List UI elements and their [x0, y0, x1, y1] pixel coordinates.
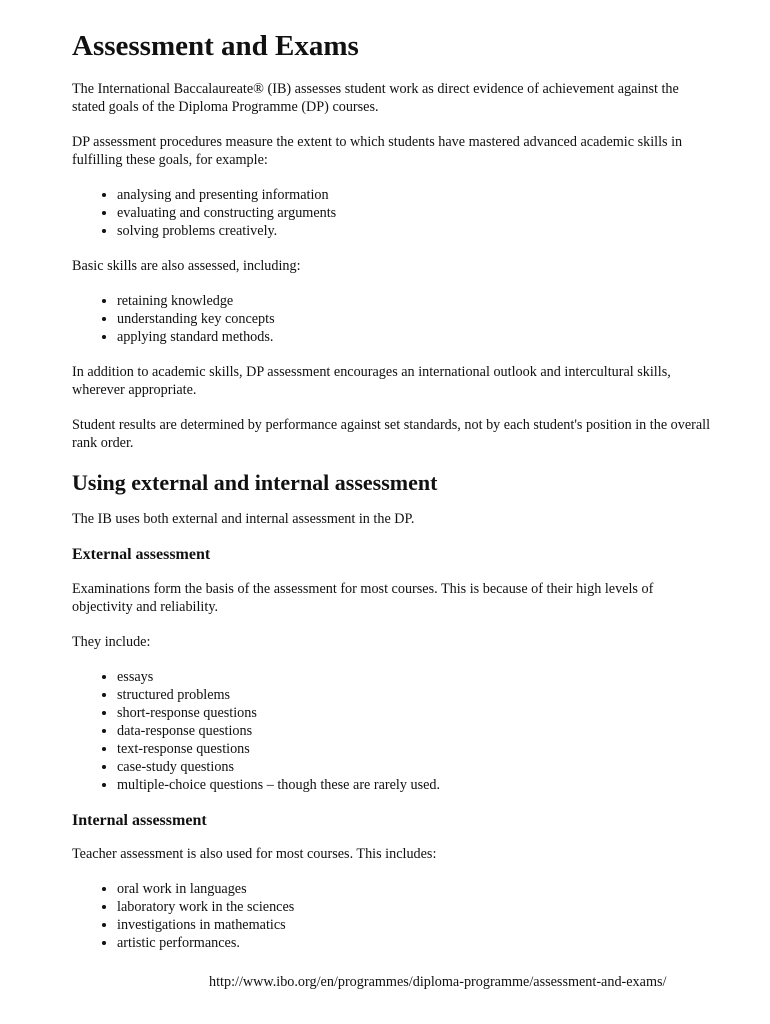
internal-paragraph-1: Teacher assessment is also used for most courses. This includes:: [72, 846, 437, 863]
internal-assessment-list: [72, 880, 712, 952]
list-item: • applying standard methods.: [117, 328, 712, 346]
list-item: • text-response questions: [117, 740, 712, 758]
page-title: Assessment and Exams: [72, 30, 359, 62]
list-item: • evaluating and constructing arguments: [117, 204, 712, 222]
intro-paragraph-4: In addition to academic skills, DP assessment encourages an international outlook and intercultural skills, wherever appropriate.: [72, 364, 671, 399]
external-paragraph-2: They include:: [72, 633, 151, 650]
list-item: • essays: [117, 668, 712, 686]
list-item: • understanding key concepts: [117, 310, 712, 328]
list-item: • analysing and presenting information: [117, 186, 712, 204]
intro-paragraph-1: The International Baccalaureate® (IB) assesses student work as direct evidence of achievement against the stated goals of the Diploma Programme (DP) courses.: [72, 81, 679, 116]
basic-skills-list: [72, 292, 712, 346]
external-paragraph-1: Examinations form the basis of the assessment for most courses. This is because of their high levels of objectivity and reliability.: [72, 580, 654, 615]
list-item: • case-study questions: [117, 758, 712, 776]
section-heading: Using external and internal assessment: [72, 470, 438, 496]
list-item: • solving problems creatively.: [117, 222, 712, 240]
intro-paragraph-2: DP assessment procedures measure the extent to which students have mastered advanced academic skills in fulfilling these goals, for example:: [72, 134, 683, 169]
document-page: [72, 28, 712, 952]
advanced-skills-list: [72, 186, 712, 240]
intro-paragraph-5: Student results are determined by performance against set standards, not by each student's position in the overall rank order.: [72, 417, 711, 452]
list-item: • artistic performances.: [117, 934, 712, 952]
list-item: • retaining knowledge: [117, 292, 712, 310]
internal-assessment-heading: Internal assessment: [72, 811, 207, 829]
list-item: • data-response questions: [117, 722, 712, 740]
list-item: • multiple-choice questions – though these are rarely used.: [117, 776, 712, 794]
source-url: http://www.ibo.org/en/programmes/diploma-programme/assessment-and-exams/: [209, 974, 667, 990]
intro-paragraph-3: Basic skills are also assessed, including:: [72, 258, 301, 275]
list-item: • structured problems: [117, 686, 712, 704]
list-item: • laboratory work in the sciences: [117, 898, 712, 916]
external-assessment-heading: External assessment: [72, 545, 211, 563]
list-item: • short-response questions: [117, 704, 712, 722]
external-assessment-list: [72, 668, 712, 794]
section-paragraph: The IB uses both external and internal assessment in the DP.: [72, 510, 415, 527]
list-item: • oral work in languages: [117, 880, 712, 898]
list-item: • investigations in mathematics: [117, 916, 712, 934]
